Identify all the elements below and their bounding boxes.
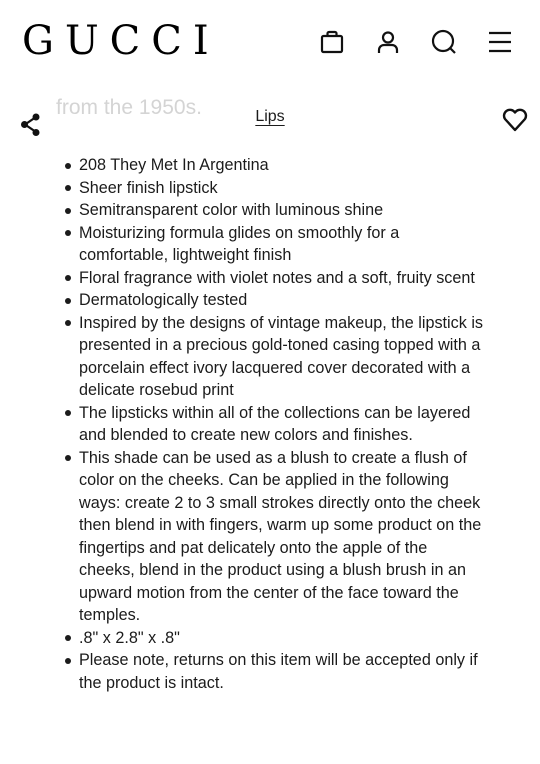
heart-icon[interactable] (501, 106, 529, 134)
list-item: Please note, returns on this item will be accepted only if the product is intact. (79, 649, 484, 694)
share-icon[interactable] (18, 112, 44, 138)
list-item: Semitransparent color with luminous shine (79, 199, 484, 222)
list-item: Dermatologically tested (79, 289, 484, 312)
list-item: Sheer finish lipstick (79, 177, 484, 200)
product-details-list (79, 154, 484, 694)
list-item: The lipsticks within all of the collections can be layered and blended to create new colors and finishes. (79, 402, 484, 447)
list-item: Moisturizing formula glides on smoothly for a comfortable, lightweight finish (79, 222, 484, 267)
list-item: Floral fragrance with violet notes and a soft, fruity scent (79, 267, 484, 290)
list-item: .8" x 2.8" x .8" (79, 627, 484, 650)
gucci-logo[interactable]: GUCCI (22, 18, 220, 64)
faded-description-text: from the 1950s. (56, 96, 202, 119)
list-item: Inspired by the designs of vintage makeup, the lipstick is presented in a precious gold-toned casing topped with a porcelain effect ivory lacquered cover decorated with a delicate rosebud print (79, 312, 484, 402)
list-item: 208 They Met In Argentina (79, 154, 484, 177)
menu-icon[interactable] (486, 28, 514, 56)
search-icon[interactable] (430, 28, 458, 56)
list-item: This shade can be used as a blush to create a flush of color on the cheeks. Can be applied in the following ways: create 2 to 3 small strokes directly onto the cheek then blend in with fingers, warm up some product on the fingertips and pat delicately onto the apple of the cheeks, blend in the product using a blush brush in an upward motion from the center of the face toward the temples. (79, 447, 484, 627)
account-icon[interactable] (374, 28, 402, 56)
category-link-lips[interactable]: Lips (255, 108, 285, 125)
shopping-bag-icon[interactable] (318, 28, 346, 56)
site-header (0, 0, 540, 84)
